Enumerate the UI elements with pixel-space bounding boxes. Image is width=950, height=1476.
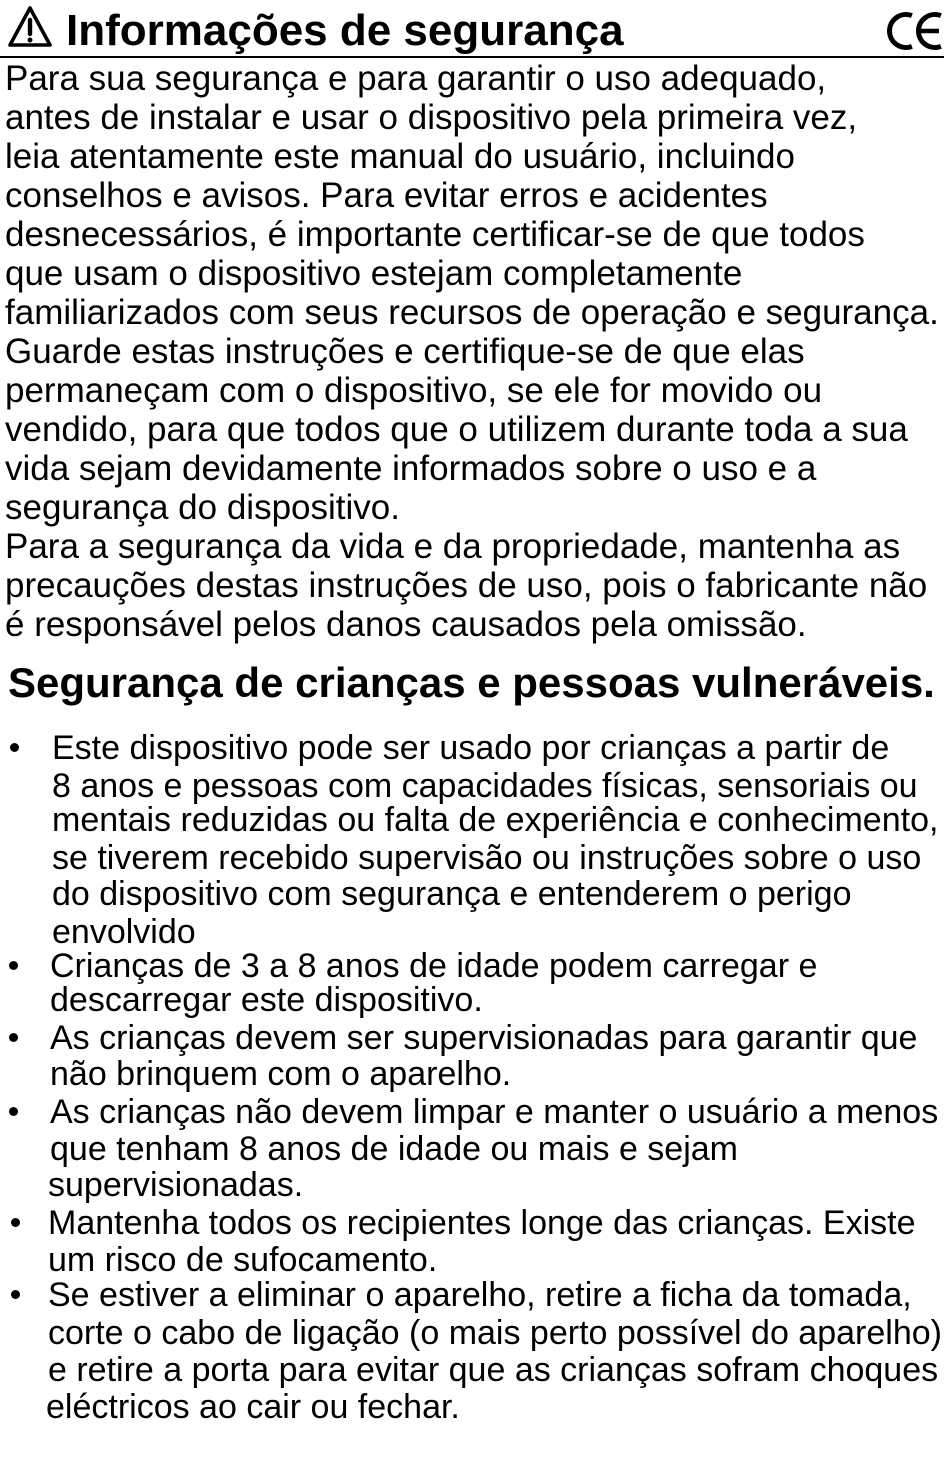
bullet-line: que tenham 8 anos de idade ou mais e sejam: [50, 1130, 739, 1168]
bullet-line: Crianças de 3 a 8 anos de idade podem carregar e: [50, 947, 818, 985]
intro-line: familiarizados com seus recursos de operação e segurança.: [5, 293, 939, 332]
bullet-line: As crianças não devem limpar e manter o usuário a menos: [50, 1093, 939, 1131]
bullet-line: Este dispositivo pode ser usado por crianças a partir de: [52, 729, 890, 767]
intro-line: Para sua segurança e para garantir o uso adequado,: [5, 59, 827, 98]
intro-line: leia atentamente este manual do usuário, incluindo: [5, 137, 795, 176]
intro-line: antes de instalar e usar o dispositivo pela primeira vez,: [5, 98, 858, 137]
ce-letter-c: [889, 15, 911, 48]
section-heading: Segurança de crianças e pessoas vulneráveis.: [8, 659, 935, 706]
bullet-line: Se estiver a eliminar o aparelho, retire a ficha da tomada,: [48, 1276, 912, 1314]
intro-line: permaneçam com o dispositivo, se ele for movido ou: [5, 371, 823, 410]
bullet-line: As crianças devem ser supervisionadas para garantir que: [50, 1019, 918, 1057]
bullet-line: se tiverem recebido supervisão ou instruções sobre o uso: [52, 839, 922, 877]
intro-line: é responsável pelos danos causados pela omissão.: [5, 605, 807, 644]
bullet-line: supervisionadas.: [48, 1166, 304, 1204]
bullet-line: não brinquem com o aparelho.: [50, 1055, 512, 1093]
bullet-line: descarregar este dispositivo.: [50, 981, 483, 1019]
header-divider: [0, 56, 944, 58]
bullet-dot: [9, 1033, 18, 1042]
bullet-line: mentais reduzidas ou falta de experiência e conhecimento,: [52, 801, 939, 839]
intro-line: segurança do dispositivo.: [5, 488, 400, 527]
bullet-dot: [11, 1218, 20, 1227]
intro-line: vendido, para que todos que o utilizem durante toda a sua: [5, 410, 908, 449]
warning-triangle-icon: [7, 5, 53, 49]
bullet-line: e retire a porta para evitar que as crianças sofram choques: [48, 1351, 939, 1389]
intro-line: Para a segurança da vida e da propriedade, mantenha as: [5, 527, 901, 566]
bullet-dot: [9, 961, 18, 970]
bullet-line: envolvido: [52, 913, 196, 951]
bullet-line: um risco de sufocamento.: [48, 1241, 438, 1279]
bullet-dot: [11, 1290, 20, 1299]
bullet-line: do dispositivo com segurança e entenderem o perigo: [52, 875, 852, 913]
ce-mark-icon: [887, 11, 945, 51]
exclamation-dot: [28, 38, 33, 43]
bullet-line: Mantenha todos os recipientes longe das crianças. Existe: [48, 1204, 916, 1242]
intro-line: vida sejam devidamente informados sobre o uso e a: [5, 449, 817, 488]
intro-line: que usam o dispositivo estejam completamente: [5, 254, 743, 293]
bullet-dot: [10, 743, 19, 752]
page-title: Informações de segurança: [66, 6, 624, 55]
intro-paragraph: [5, 59, 939, 644]
bullet-line: eléctricos ao cair ou fechar.: [46, 1388, 460, 1426]
bullet-line: corte o cabo de ligação (o mais perto possível do aparelho): [48, 1314, 942, 1352]
bullet-line: 8 anos e pessoas com capacidades físicas, sensoriais ou: [52, 767, 918, 805]
intro-line: Guarde estas instruções e certifique-se de que elas: [5, 332, 805, 371]
intro-line: precauções destas instruções de uso, pois o fabricante não: [5, 566, 928, 605]
intro-line: desnecessários, é importante certificar-se de que todos: [5, 215, 865, 254]
bullet-dot: [9, 1107, 18, 1116]
intro-line: conselhos e avisos. Para evitar erros e acidentes: [5, 176, 768, 215]
